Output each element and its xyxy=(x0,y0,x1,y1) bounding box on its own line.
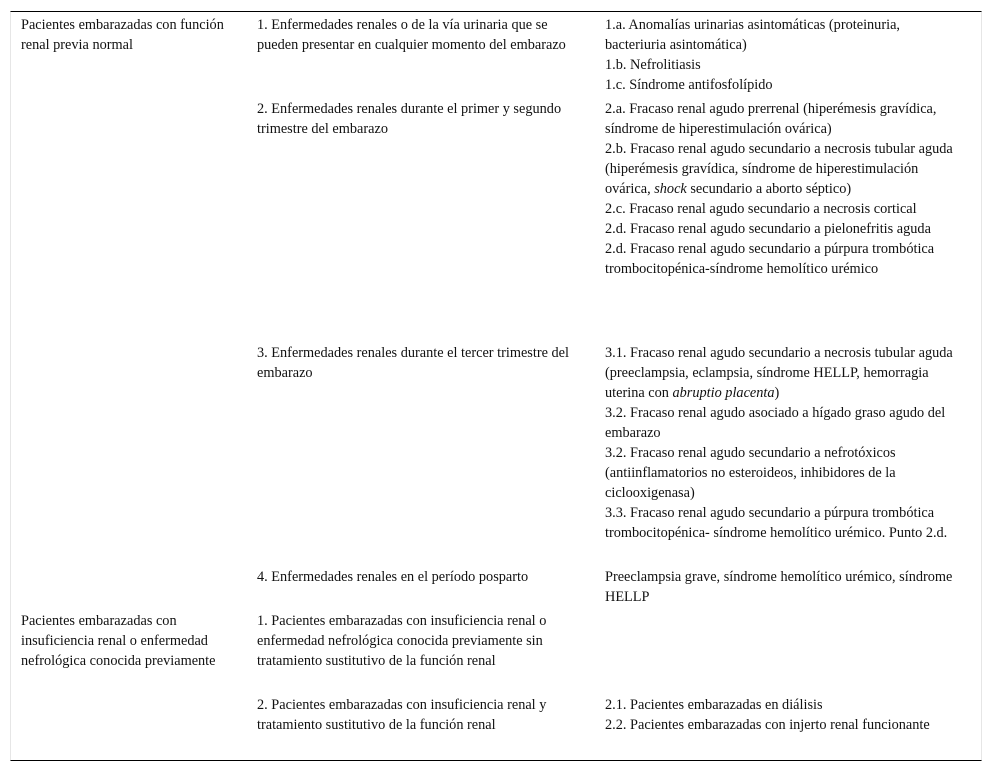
list-item: Preeclampsia grave, síndrome hemolítico urémico, síndrome HELLP xyxy=(605,569,953,605)
items-cell xyxy=(605,343,957,543)
list-item: 2.a. Fracaso renal agudo prerrenal (hiperémesis gravídica, síndrome de hiperestimulación ovárica) xyxy=(605,101,937,137)
group-label: Pacientes embarazadas con insuficiencia renal o enfermedad nefrológica conocida previamente xyxy=(21,613,216,669)
category-cell: 2. Enfermedades renales durante el primer y segundo trimestre del embarazo xyxy=(257,101,562,137)
items-cell xyxy=(605,567,957,607)
category-cell: 1. Enfermedades renales o de la vía urinaria que se pueden presentar en cualquier momento del embarazo xyxy=(257,17,566,53)
items-cell xyxy=(605,15,957,95)
list-item: 2.d. Fracaso renal agudo secundario a pielonefritis aguda xyxy=(605,221,931,237)
list-item: 1.b. Nefrolitiasis xyxy=(605,57,701,73)
table-group xyxy=(11,15,981,611)
classification-table xyxy=(10,11,982,761)
category-cell: 3. Enfermedades renales durante el tercer trimestre del embarazo xyxy=(257,345,569,381)
table-row xyxy=(11,695,981,755)
items-cell xyxy=(605,99,957,279)
list-item: 2.1. Pacientes embarazadas en diálisis xyxy=(605,697,823,713)
table-row xyxy=(11,343,981,567)
list-item: 1.a. Anomalías urinarias asintomáticas (proteinuria, bacteriuria asintomática) xyxy=(605,17,900,53)
group-label: Pacientes embarazadas con función renal previa normal xyxy=(21,17,224,53)
list-item: 3.2. Fracaso renal agudo secundario a nefrotóxicos (antiinflamatorios no esteroideos, inhibidores de la ciclooxigenasa) xyxy=(605,445,896,501)
table-row xyxy=(11,567,981,611)
list-item: 2.c. Fracaso renal agudo secundario a necrosis cortical xyxy=(605,201,917,217)
category-cell: 4. Enfermedades renales en el período posparto xyxy=(257,569,529,585)
items-cell xyxy=(605,695,957,735)
list-item: 2.d. Fracaso renal agudo secundario a púrpura trombótica trombocitopénica-síndrome hemolítico urémico xyxy=(605,241,935,277)
table-row xyxy=(11,611,981,695)
list-item: 2.b. Fracaso renal agudo secundario a necrosis tubular aguda (hiperémesis gravídica, síndrome de hiperestimulación ovárica, shock secundario a aborto séptico) xyxy=(605,141,953,197)
list-item: 3.1. Fracaso renal agudo secundario a necrosis tubular aguda (preeclampsia, eclampsia, síndrome HELLP, hemorragia uterina con abruptio placenta) xyxy=(605,345,953,401)
category-cell: 1. Pacientes embarazadas con insuficiencia renal o enfermedad nefrológica conocida previamente sin tratamiento sustitutivo de la función renal xyxy=(257,613,547,669)
table-group xyxy=(11,611,981,755)
table-row xyxy=(11,99,981,343)
category-cell: 2. Pacientes embarazadas con insuficiencia renal y tratamiento sustitutivo de la función renal xyxy=(257,697,547,733)
list-item: 3.3. Fracaso renal agudo secundario a púrpura trombótica trombocitopénica- síndrome hemolítico urémico. Punto 2.d. xyxy=(605,505,948,541)
list-item: 3.2. Fracaso renal agudo asociado a hígado graso agudo del embarazo xyxy=(605,405,946,441)
list-item: 1.c. Síndrome antifosfolípido xyxy=(605,77,773,93)
list-item: 2.2. Pacientes embarazadas con injerto renal funcionante xyxy=(605,717,930,733)
